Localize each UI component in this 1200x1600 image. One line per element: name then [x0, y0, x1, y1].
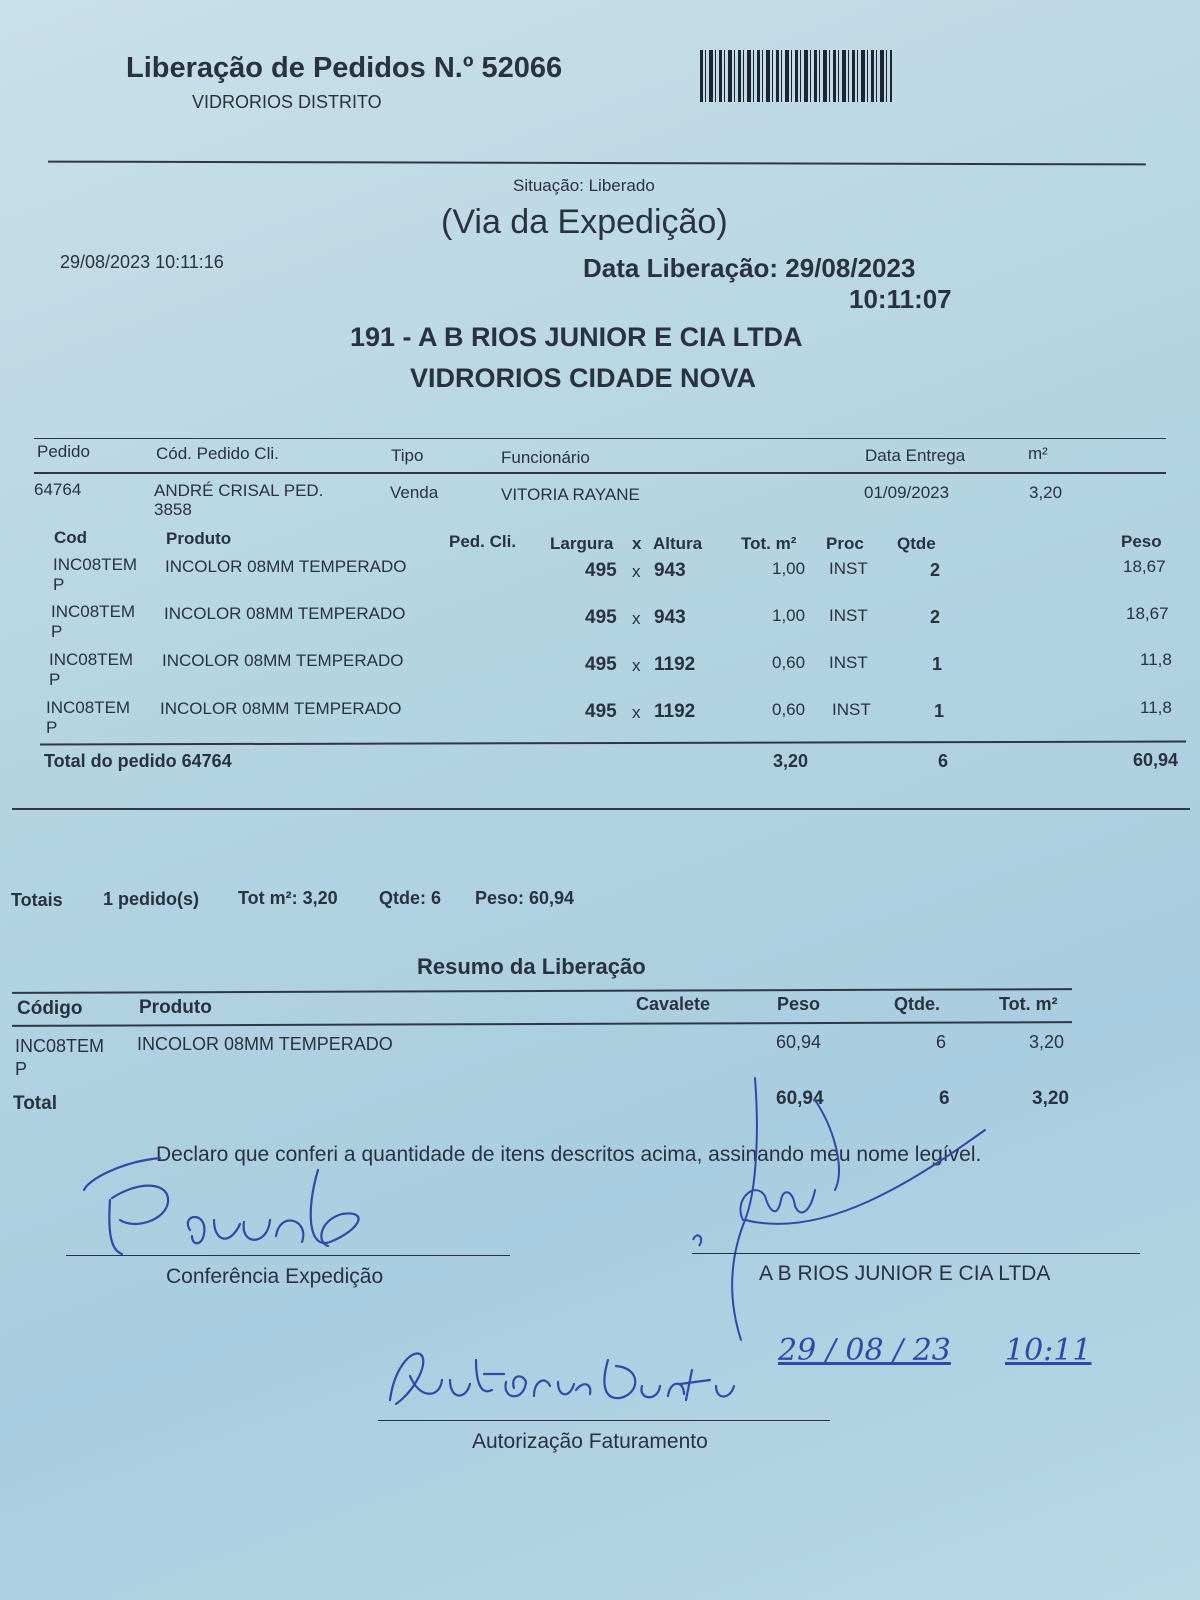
col-proc: Proc: [826, 534, 864, 553]
item-proc: INST: [829, 653, 868, 672]
signature-autorizacao: [380, 1340, 760, 1430]
item-largura: 495: [585, 607, 617, 628]
resumo-col-qtde: Qtde.: [894, 994, 941, 1014]
col-peso: Peso: [1121, 532, 1162, 551]
order-header-rule: [34, 472, 1166, 474]
resumo-top-rule: [12, 988, 1072, 994]
totais-peso: Peso: 60,94: [475, 888, 575, 908]
item-altura: 1192: [654, 654, 696, 675]
item-x: x: [632, 656, 641, 675]
item-largura: 495: [585, 560, 617, 581]
col-tipo: Tipo: [391, 446, 424, 465]
resumo-peso: 60,94: [776, 1032, 822, 1052]
signature-conferencia: [80, 1150, 480, 1270]
resumo-col-produto: Produto: [139, 997, 212, 1018]
totais-qtde: Qtde: 6: [379, 888, 442, 908]
item-cod-suffix: P: [49, 670, 61, 689]
item-altura: 1192: [654, 701, 696, 722]
resumo-codigo: INC08TEM: [15, 1036, 105, 1056]
item-qtde: 1: [934, 701, 945, 721]
item-cod: INC08TEM: [53, 555, 138, 574]
item-cod-suffix: P: [53, 575, 65, 594]
conferencia-label: Conferência Expedição: [166, 1265, 384, 1288]
order-total-m2: 3,20: [773, 751, 809, 771]
totais-pedidos: 1 pedido(s): [103, 889, 200, 909]
item-altura: 943: [654, 560, 686, 581]
col-ped-cli: Ped. Cli.: [449, 532, 517, 551]
item-peso: 11,8: [1140, 698, 1172, 717]
client-name: 191 - A B RIOS JUNIOR E CIA LTDA: [350, 322, 803, 352]
resumo-col-peso: Peso: [777, 994, 821, 1014]
pedido-value: 64764: [34, 480, 82, 499]
resumo-codigo-suffix: P: [15, 1059, 28, 1079]
release-time: 10:11:07: [849, 284, 952, 314]
document-title: Liberação de Pedidos N.º 52066: [126, 52, 563, 84]
items-total-rule: [40, 740, 1186, 745]
item-qtde: 2: [930, 607, 941, 627]
cod-pedido-cli-value: ANDRÉ CRISAL PED.: [154, 481, 324, 500]
item-peso: 11,8: [1140, 650, 1172, 669]
item-tot-m2: 0,60: [772, 653, 806, 672]
barcode: [700, 50, 892, 102]
item-cod-suffix: P: [51, 622, 63, 641]
header-divider: [48, 161, 1146, 166]
item-produto: INCOLOR 08MM TEMPERADO: [162, 651, 404, 670]
resumo-qtde: 6: [936, 1032, 947, 1052]
m2-value: 3,20: [1029, 483, 1063, 502]
resumo-title: Resumo da Liberação: [417, 954, 646, 979]
item-produto: INCOLOR 08MM TEMPERADO: [160, 699, 402, 718]
item-x: x: [632, 703, 641, 722]
order-total-label: Total do pedido 64764: [44, 751, 232, 771]
resumo-tot-m2: 3,20: [1029, 1032, 1065, 1052]
cod-pedido-cli-value-2: 3858: [154, 500, 192, 519]
item-produto: INCOLOR 08MM TEMPERADO: [164, 604, 406, 623]
col-funcionario: Funcionário: [501, 448, 590, 467]
item-tot-m2: 0,60: [772, 700, 806, 719]
item-proc: INST: [829, 606, 868, 625]
order-table-top-rule: [34, 438, 1166, 439]
item-peso: 18,67: [1123, 557, 1166, 576]
item-cod: INC08TEM: [46, 698, 131, 717]
col-altura: Altura: [653, 534, 703, 553]
item-x: x: [632, 609, 641, 628]
handwritten-date: 29 / 08 / 23: [778, 1333, 951, 1368]
signature-company: [685, 1070, 1005, 1350]
col-pedido: Pedido: [37, 442, 90, 461]
item-tot-m2: 1,00: [772, 606, 806, 625]
conferencia-signature-line: [66, 1255, 510, 1256]
handwritten-time: 10:11: [1005, 1333, 1092, 1368]
resumo-total-qtde: 6: [939, 1088, 950, 1109]
col-qtde: Qtde: [897, 534, 936, 553]
item-cod-suffix: P: [46, 718, 58, 737]
totais-m2: Tot m²: 3,20: [238, 888, 338, 908]
item-cod: INC08TEM: [51, 602, 136, 621]
company-name: VIDRORIOS DISTRITO: [192, 92, 382, 112]
section-divider: [12, 808, 1190, 810]
status-label: Situação: Liberado: [513, 176, 655, 195]
copy-type: (Via da Expedição): [441, 203, 728, 241]
item-proc: INST: [829, 559, 868, 578]
item-proc: INST: [832, 700, 871, 719]
item-largura: 495: [585, 701, 617, 722]
print-timestamp: 29/08/2023 10:11:16: [60, 252, 224, 272]
col-x: x: [632, 534, 642, 553]
item-largura: 495: [585, 654, 617, 675]
col-cod-pedido-cli: Cód. Pedido Cli.: [156, 444, 279, 463]
item-qtde: 1: [932, 654, 943, 674]
resumo-produto: INCOLOR 08MM TEMPERADO: [137, 1034, 393, 1054]
company-signature-line: [692, 1253, 1140, 1254]
funcionario-value: VITORIA RAYANE: [501, 485, 640, 504]
totais-label: Totais: [11, 890, 63, 910]
company-signature-label: A B RIOS JUNIOR E CIA LTDA: [759, 1262, 1051, 1285]
tipo-value: Venda: [390, 483, 439, 502]
resumo-header-rule: [12, 1021, 1072, 1027]
item-tot-m2: 1,00: [772, 559, 806, 578]
autorizacao-label: Autorização Faturamento: [472, 1430, 708, 1453]
col-tot-m2: Tot. m²: [741, 534, 797, 553]
resumo-col-codigo: Código: [17, 998, 83, 1019]
client-branch: VIDRORIOS CIDADE NOVA: [410, 363, 757, 393]
col-produto: Produto: [166, 529, 232, 548]
col-cod: Cod: [54, 528, 88, 547]
item-x: x: [632, 562, 641, 581]
col-largura: Largura: [550, 534, 614, 553]
item-peso: 18,67: [1126, 604, 1169, 623]
resumo-total-label: Total: [13, 1093, 57, 1114]
item-produto: INCOLOR 08MM TEMPERADO: [165, 557, 407, 576]
declaration-text: Declaro que conferi a quantidade de itens descritos acima, assinando meu nome legível.: [156, 1143, 982, 1166]
item-cod: INC08TEM: [49, 650, 134, 669]
col-m2: m²: [1028, 444, 1048, 463]
item-qtde: 2: [930, 560, 941, 580]
resumo-col-tot-m2: Tot. m²: [999, 994, 1058, 1014]
col-data-entrega: Data Entrega: [865, 446, 966, 465]
data-entrega-value: 01/09/2023: [864, 483, 950, 502]
item-altura: 943: [654, 607, 686, 628]
resumo-total-peso: 60,94: [776, 1088, 824, 1109]
order-total-peso: 60,94: [1133, 750, 1179, 770]
resumo-total-m2: 3,20: [1032, 1088, 1069, 1109]
release-date: Data Liberação: 29/08/2023: [583, 253, 916, 283]
resumo-col-cavalete: Cavalete: [636, 994, 711, 1014]
autorizacao-signature-line: [378, 1420, 830, 1421]
order-total-qtde: 6: [938, 751, 949, 771]
